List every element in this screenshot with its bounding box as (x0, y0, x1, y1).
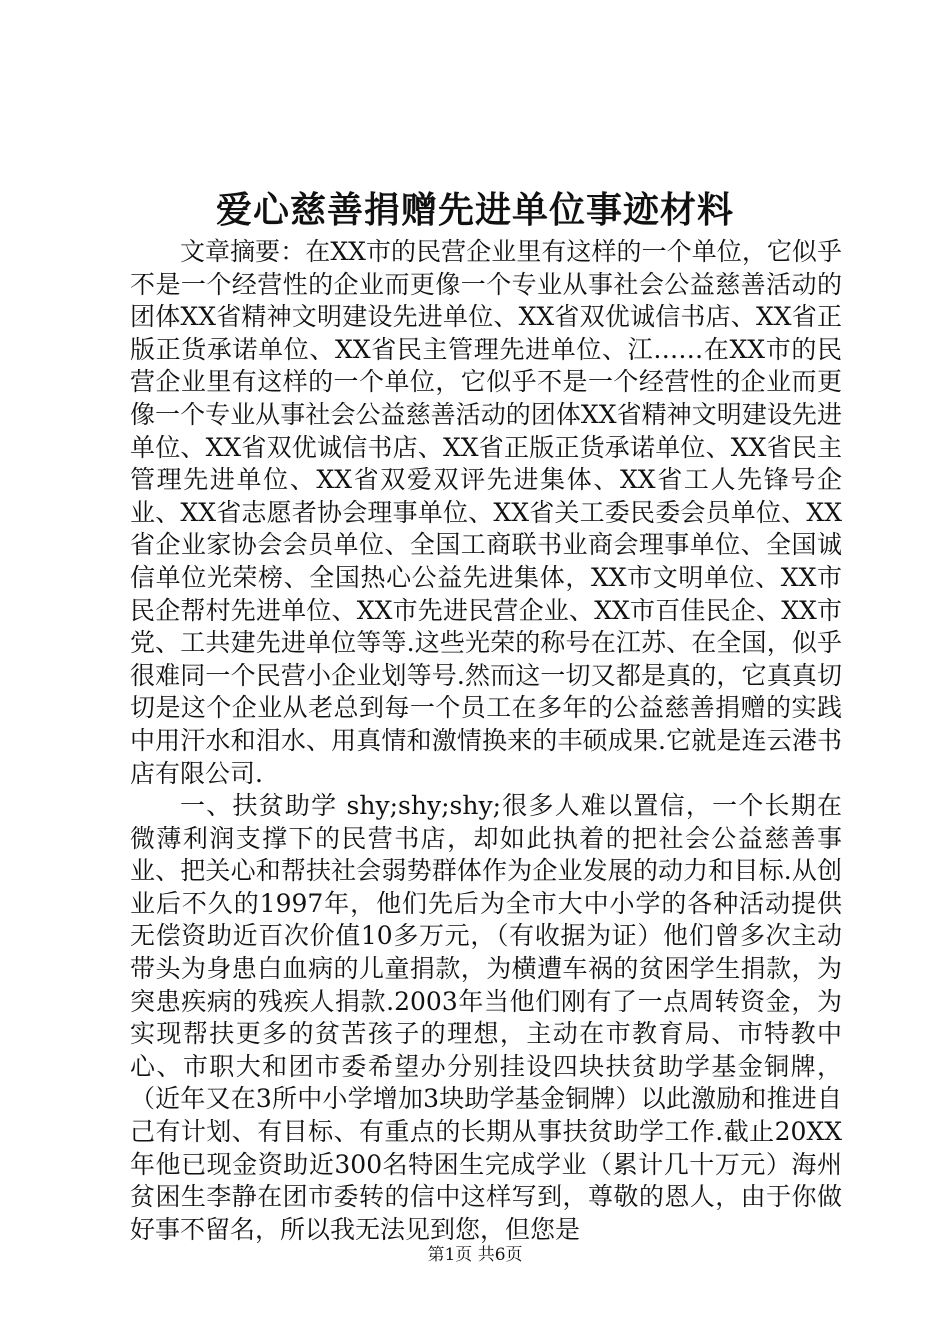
document-title: 爱心慈善捐赠先进单位事迹材料 (215, 189, 734, 231)
document-body (130, 236, 842, 1246)
paragraph-section-1: 一、扶贫助学 shy;shy;shy;很多人难以置信，一个长期在微薄利润支撑下的民营书店，却如此执着的把社会公益慈善事业、把关心和帮扶社会弱势群体作为企业发展的动力和目标.从创业后不久的1997年，他们先后为全市大中小学的各种活动提供无偿资助近百次价值10多万元，（有收据为证）他们曾多次主动带头为身患白血病的儿童捐款，为横遭车祸的贫困学生捐款，为突患疾病的残疾人捐款.2003年当他们刚有了一点周转资金，为实现帮扶更多的贫苦孩子的理想，主动在市教育局、市特教中心、市职大和团市委希望办分别挂设四块扶贫助学基金铜牌，（近年又在3所中小学增加3块助学基金铜牌）以此激励和推进自己有计划、有目标、有重点的长期从事扶贫助学工作.截止20XX年他已现金资助近300名特困生完成学业（累计几十万元）海州贫困生李静在团市委转的信中这样写到，尊敬的恩人，由于你做好事不留名，所以我无法见到您，但您是 (130, 791, 842, 1244)
paragraph-abstract: 文章摘要：在XX市的民营企业里有这样的一个单位，它似乎不是一个经营性的企业而更像一个专业从事社会公益慈善活动的团体XX省精神文明建设先进单位、XX省双优诚信书店、XX省正版正货承诺单位、XX省民主管理先进单位、江……在XX市的民营企业里有这样的一个单位，它似乎不是一个经营性的企业而更像一个专业从事社会公益慈善活动的团体XX省精神文明建设先进单位、XX省双优诚信书店、XX省正版正货承诺单位、XX省民主管理先进单位、XX省双爱双评先进集体、XX省工人先锋号企业、XX省志愿者协会理事单位、XX省关工委民委会员单位、XX省企业家协会会员单位、全国工商联书业商会理事单位、全国诚信单位光荣榜、全国热心公益先进集体，XX市文明单位、XX市民企帮村先进单位、XX市先进民营企业、XX市百佳民企、XX市党、工共建先进单位等等.这些光荣的称号在江苏、在全国，似乎很难同一个民营小企业划等号.然而这一切又都是真的，它真真切切是这个企业从老总到每一个员工在多年的公益慈善捐赠的实践中用汗水和泪水、用真情和激情换来的丰硕成果.它就是连云港书店有限公司. (130, 237, 842, 788)
page-number-footer: 第1页 共6页 (427, 1245, 523, 1265)
